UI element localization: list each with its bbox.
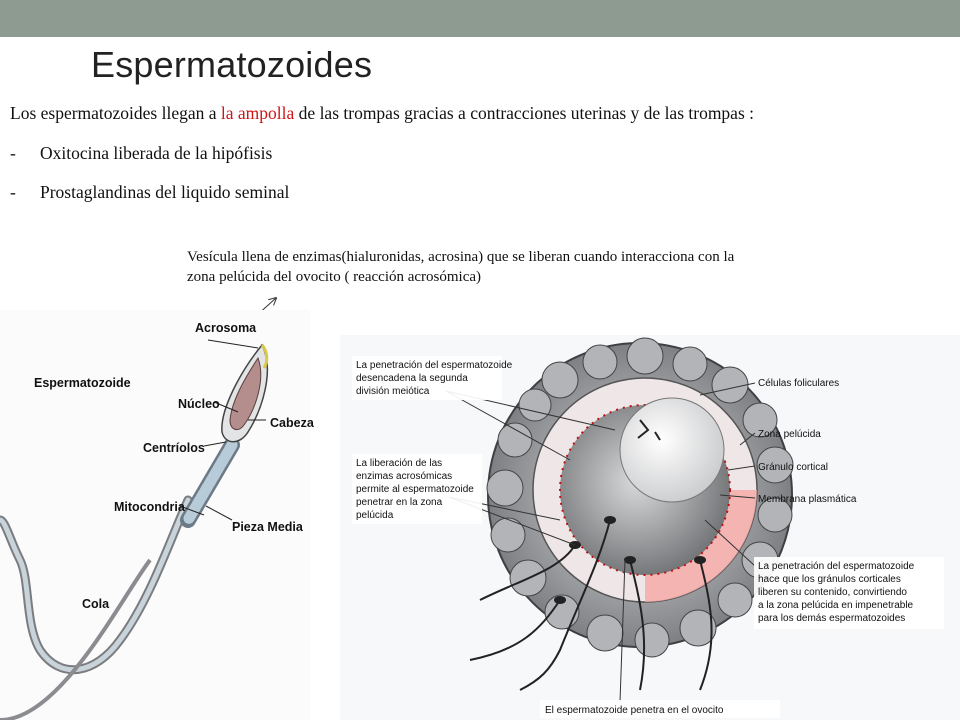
acrosome-note-line: zona pelúcida del ovocito ( reacción acrosómica) <box>187 269 482 285</box>
label-acrosoma: Acrosoma <box>195 321 257 335</box>
label-penetracion-granulos: La penetración del espermatozoide hace que los gránulos corticales liberen su contenido, convirtiendo a la zona pelúcida en impenetrable para los demás espermatozoides <box>758 561 915 624</box>
label-penetracion-meiosis: La penetración del espermatozoide desencadena la segunda división meiótica <box>356 360 513 397</box>
oocyte-diagram <box>340 335 960 720</box>
label-mitocondria: Mitocondria <box>114 500 185 514</box>
sperm-diagram-title: Espermatozoide <box>34 376 131 390</box>
label-membrana-plasmatica: Membrana plasmática <box>758 494 857 505</box>
acrosome-note-line: Vesícula llena de enzimas(hialuronidas, acrosina) que se liberan cuando interacciona con la <box>187 249 735 265</box>
label-granulo-cortical: Gránulo cortical <box>758 462 829 473</box>
label-cola: Cola <box>82 597 110 611</box>
sperm-diagram <box>0 310 315 720</box>
label-celulas-foliculares: Células foliculares <box>758 378 840 389</box>
label-liberacion-enzimas: La liberación de las enzimas acrosómicas permite al espermatozoide penetrar en la zona pelúcida <box>356 458 474 521</box>
intro-text-after: de las trompas gracias a contracciones uterinas y de las trompas : <box>294 103 754 123</box>
label-cabeza: Cabeza <box>270 416 314 430</box>
bullet-dash: - <box>10 143 16 163</box>
intro-text-before: Los espermatozoides llegan a <box>10 103 221 123</box>
bullet-text: Prostaglandinas del liquido seminal <box>40 182 290 202</box>
label-nucleo: Núcleo <box>178 397 220 411</box>
label-centriolos: Centríolos <box>143 441 205 455</box>
slide-title: Espermatozoides <box>91 44 373 85</box>
label-penetra-ovocito: El espermatozoide penetra en el ovocito <box>545 705 724 716</box>
oocyte-nucleus <box>620 398 724 502</box>
label-zona-pelucida: Zona pelúcida <box>758 429 821 440</box>
bullet-text: Oxitocina liberada de la hipófisis <box>40 143 273 163</box>
bullet-dash: - <box>10 182 16 202</box>
intro-highlight: la ampolla <box>220 103 295 123</box>
label-pieza-media: Pieza Media <box>232 520 303 534</box>
